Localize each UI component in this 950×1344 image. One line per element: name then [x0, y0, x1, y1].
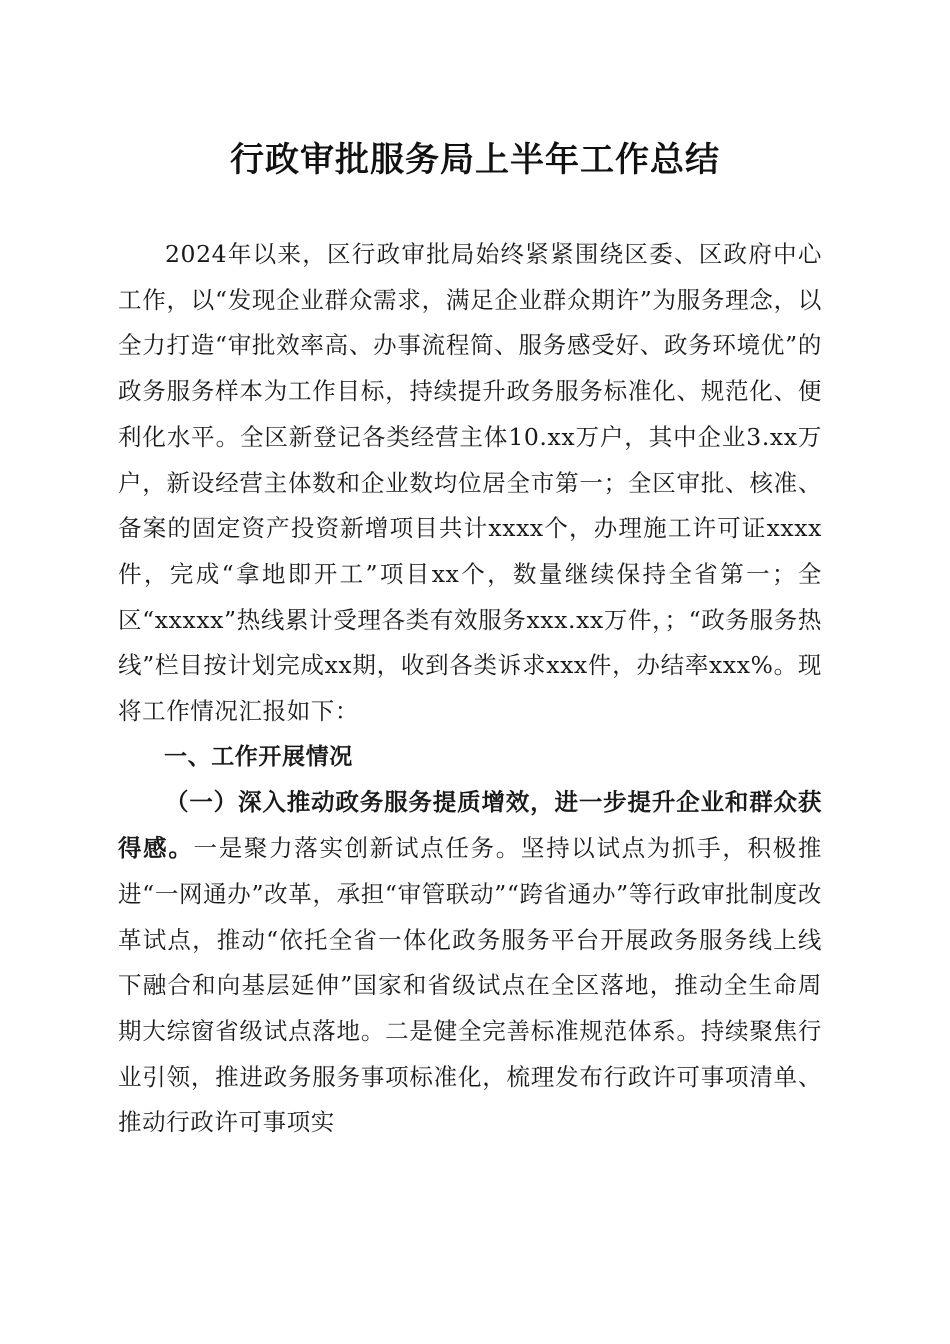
document-title: 行政审批服务局上半年工作总结 — [230, 140, 720, 180]
subsection-body: 一是聚力落实创新试点任务。坚持以试点为抓手，积极推进“一网通办”改革，承担“审管联动”“跨省通办”等行政审批制度改革试点，推动“依托全省一体化政务服务平台开展政务服务线上线下融合和向基层延伸”国家和省级试点在全区落地，推动全生命周期大综窗省级试点落地。二是健全完善标准规范体系。持续聚焦行业引领，推进政务服务事项标准化，梳理发布行政许可事项清单、推动行政许可事项实 — [118, 834, 822, 1137]
subsection-paragraph — [118, 780, 822, 1146]
intro-paragraph: 2024年以来，区行政审批局始终紧紧围绕区委、区政府中心工作，以“发现企业群众需求，满足企业群众期许”为服务理念，以全力打造“审批效率高、办事流程简、服务感受好、政务环境优”的政务服务样本为工作目标，持续提升政务服务标准化、规范化、便利化水平。全区新登记各类经营主体10.xx万户，其中企业3.xx万户，新设经营主体数和企业数均位居全市第一；全区审批、核准、备案的固定资产投资新增项目共计xxxx个，办理施工许可证xxxx件，完成“拿地即开工”项目xx个，数量继续保持全省第一；全区“xxxxx”热线累计受理各类有效服务xxx.xx万件，；“政务服务热线”栏目按计划完成xx期，收到各类诉求xxx件，办结率xxx%。现将工作情况汇报如下： — [118, 240, 822, 726]
section-heading: 一、工作开展情况 — [164, 743, 353, 770]
document-body — [118, 232, 822, 1146]
subsection-heading: （一）深入推动政务服务提质增效，进一步提升企业和群众获得感。 — [118, 788, 822, 863]
